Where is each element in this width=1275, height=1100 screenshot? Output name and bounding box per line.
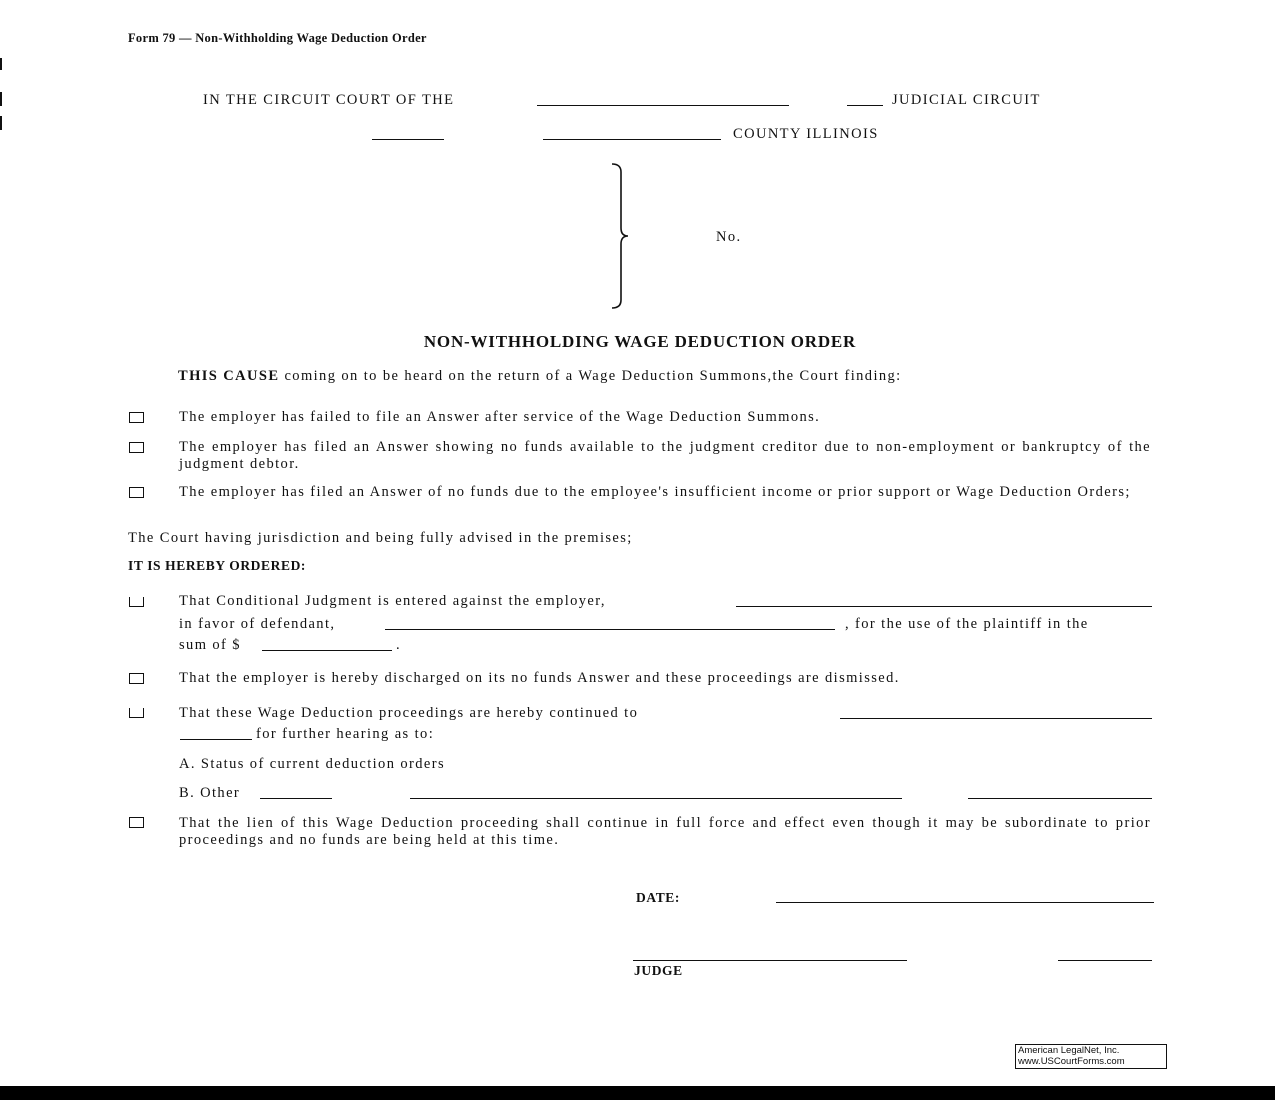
case-number-label: No.: [716, 229, 742, 245]
order-lien-checkbox[interactable]: [129, 817, 144, 828]
intro-paragraph: [128, 368, 1152, 385]
conditional-judgment-line1: That Conditional Judgment is entered against the employer,: [179, 593, 606, 609]
left-edge-mark: [0, 92, 2, 106]
conditional-judgment-line2a: in favor of defendant,: [179, 616, 336, 632]
other-reason-field-end[interactable]: [968, 798, 1152, 799]
continued-line1: That these Wage Deduction proceedings are hereby continued to: [179, 705, 639, 721]
employer-name-field[interactable]: [736, 606, 1152, 607]
date-field[interactable]: [776, 902, 1154, 903]
judge-signature-line[interactable]: [633, 960, 907, 961]
county-caption: COUNTY ILLINOIS: [733, 126, 879, 142]
finding-1-text: The employer has failed to file an Answer after service of the Wage Deduction Summons.: [179, 409, 821, 425]
continuance-date-field[interactable]: [840, 718, 1152, 719]
conditional-judgment-line3b: .: [396, 637, 402, 653]
left-edge-mark: [0, 116, 2, 130]
finding-3-checkbox[interactable]: [129, 487, 144, 498]
conditional-judgment-line2b: , for the use of the plaintiff in the: [845, 616, 1089, 632]
ordered-heading: IT IS HEREBY ORDERED:: [128, 558, 307, 573]
bottom-scan-bar: [0, 1086, 1275, 1100]
order-discharged-checkbox[interactable]: [129, 673, 144, 684]
judge-label: JUDGE: [634, 963, 683, 978]
intro-text: coming on to be heard on the return of a Wage Deduction Summons,the Court finding:: [284, 368, 902, 384]
finding-3-text: The employer has filed an Answer of no funds due to the employee's insufficient income or prior support or Wage Deduction Orders;: [179, 484, 1131, 500]
discharged-text: That the employer is hereby discharged on its no funds Answer and these proceedings are dismissed.: [179, 670, 900, 686]
circuit-number-field[interactable]: [847, 105, 883, 106]
order-title: NON-WITHHOLDING WAGE DEDUCTION ORDER: [423, 332, 857, 351]
footer-stamp-line2: www.USCourtForms.com: [1018, 1055, 1125, 1067]
county-prefix-field[interactable]: [372, 139, 444, 140]
defendant-name-field[interactable]: [385, 629, 835, 630]
finding-2-checkbox[interactable]: [129, 442, 144, 453]
caption-brace: [606, 162, 630, 310]
county-name-field[interactable]: [543, 139, 721, 140]
other-reason-field-short[interactable]: [260, 798, 332, 799]
finding-1-checkbox[interactable]: [129, 412, 144, 423]
court-caption-left: IN THE CIRCUIT COURT OF THE: [203, 92, 455, 108]
form-label: Form 79 — Non-Withholding Wage Deduction Order: [128, 31, 427, 45]
finding-2-text: The employer has filed an Answer showing no funds available to the judgment creditor due to non-employment or bankruptcy of the judgment debtor.: [179, 439, 1151, 472]
jurisdiction-text: The Court having jurisdiction and being fully advised in the premises;: [128, 530, 633, 546]
continuance-time-field[interactable]: [180, 739, 252, 740]
footer-stamp-line1: American LegalNet, Inc.: [1018, 1045, 1120, 1056]
footer-stamp: [1015, 1044, 1167, 1069]
continued-option-b: B. Other: [179, 785, 241, 801]
judge-signature-line-end[interactable]: [1058, 960, 1152, 961]
continued-line2: for further hearing as to:: [256, 726, 435, 742]
other-reason-field[interactable]: [410, 798, 902, 799]
conditional-judgment-line3a: sum of $: [179, 637, 241, 653]
court-name-field[interactable]: [537, 105, 789, 106]
sum-amount-field[interactable]: [262, 650, 392, 651]
left-edge-mark: [0, 58, 2, 70]
order-conditional-judgment-checkbox[interactable]: [129, 597, 144, 607]
court-caption-right: JUDICIAL CIRCUIT: [892, 92, 1041, 108]
lien-text: That the lien of this Wage Deduction proceeding shall continue in full force and effect even though it may be subordinate to prior proceedings and no funds are being held at this time.: [179, 815, 1151, 848]
continued-option-a: A. Status of current deduction orders: [179, 756, 446, 772]
order-continued-checkbox[interactable]: [129, 708, 144, 718]
date-label: DATE:: [636, 890, 681, 905]
intro-lead: THIS CAUSE: [178, 368, 280, 384]
